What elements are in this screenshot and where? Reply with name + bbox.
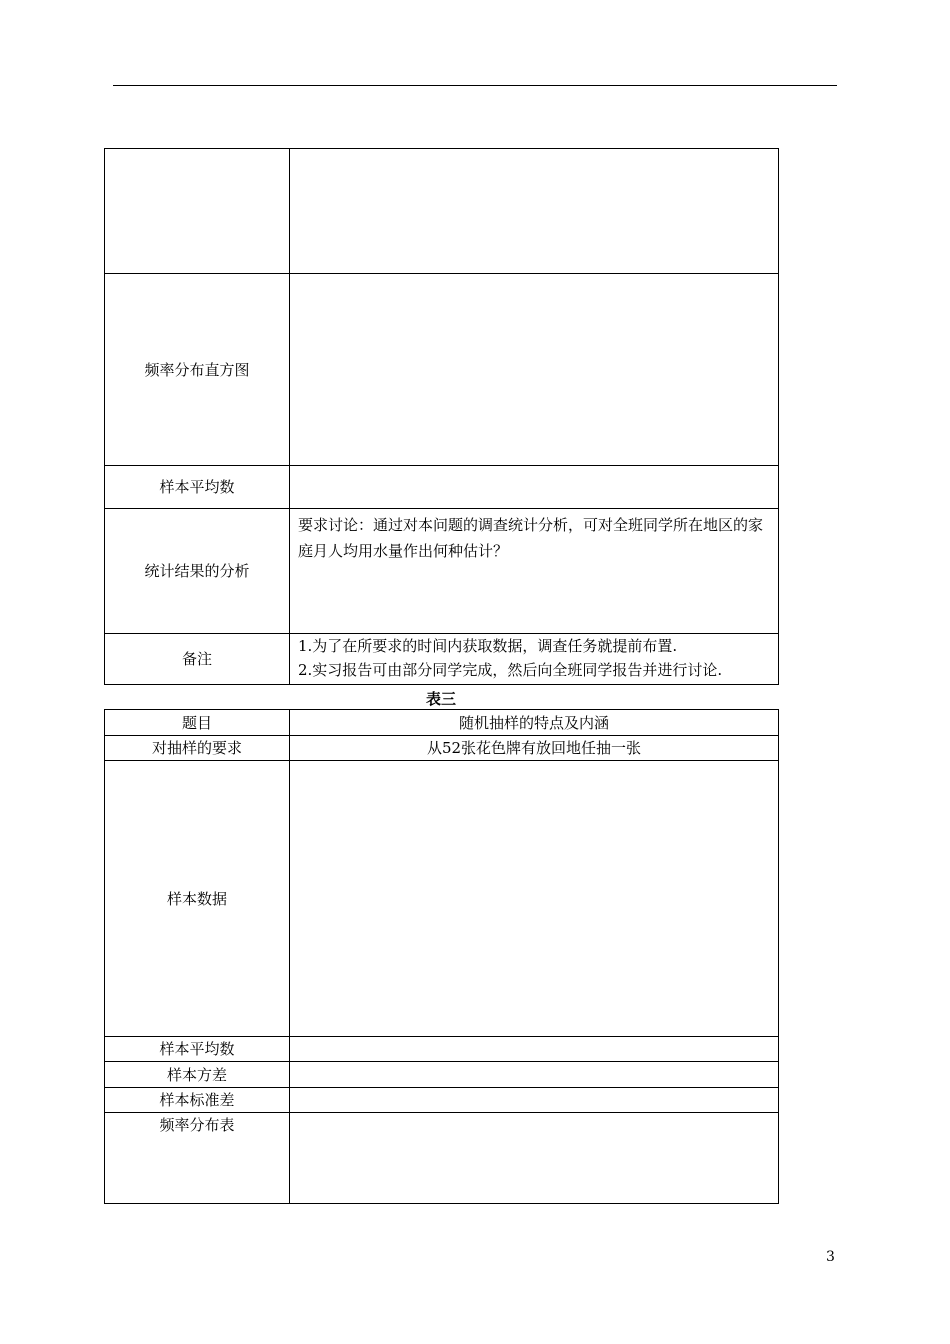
sample-stddev-value bbox=[290, 1088, 779, 1113]
histogram-label: 频率分布直方图 bbox=[105, 274, 290, 466]
remarks-content bbox=[290, 634, 779, 685]
sample-variance-label: 样本方差 bbox=[105, 1062, 290, 1088]
page-number: 3 bbox=[826, 1249, 835, 1265]
sampling-requirement-value: 从52张花色牌有放回地任抽一张 bbox=[290, 736, 779, 761]
analysis-content: 要求讨论：通过对本问题的调查统计分析，可对全班同学所在地区的家庭月人均用水量作出何种估计？ bbox=[290, 509, 779, 634]
sample-mean-label: 样本平均数 bbox=[105, 466, 290, 509]
table-row bbox=[105, 466, 779, 509]
remarks-line-1: 1.为了在所要求的时间内获取数据，调查任务就提前布置. bbox=[298, 637, 678, 655]
remarks-line-2: 2.实习报告可由部分同学完成，然后向全班同学报告并进行讨论. bbox=[298, 661, 723, 679]
topic-value: 随机抽样的特点及内涵 bbox=[290, 710, 779, 736]
table-row bbox=[105, 736, 779, 761]
sample-mean-label: 样本平均数 bbox=[105, 1037, 290, 1062]
upper-table bbox=[104, 148, 779, 685]
sample-variance-value bbox=[290, 1062, 779, 1088]
table-three bbox=[104, 709, 779, 1204]
table-row bbox=[105, 1088, 779, 1113]
sample-mean-content bbox=[290, 466, 779, 509]
row-content bbox=[290, 149, 779, 274]
table-row bbox=[105, 274, 779, 466]
row-label bbox=[105, 149, 290, 274]
table-row bbox=[105, 509, 779, 634]
frequency-table-label: 频率分布表 bbox=[105, 1113, 290, 1204]
table-row bbox=[105, 1037, 779, 1062]
frequency-table-value bbox=[290, 1113, 779, 1204]
remarks-label: 备注 bbox=[105, 634, 290, 685]
table-row bbox=[105, 710, 779, 736]
histogram-content bbox=[290, 274, 779, 466]
table-row bbox=[105, 761, 779, 1037]
topic-label: 题目 bbox=[105, 710, 290, 736]
sample-data-label: 样本数据 bbox=[105, 761, 290, 1037]
sample-mean-value bbox=[290, 1037, 779, 1062]
analysis-label: 统计结果的分析 bbox=[105, 509, 290, 634]
header-rule bbox=[113, 85, 837, 86]
table-row bbox=[105, 1062, 779, 1088]
sample-stddev-label: 样本标准差 bbox=[105, 1088, 290, 1113]
table-row bbox=[105, 149, 779, 274]
table-row bbox=[105, 634, 779, 685]
sample-data-value bbox=[290, 761, 779, 1037]
table-row bbox=[105, 1113, 779, 1204]
table-caption: 表三 bbox=[425, 690, 456, 708]
sampling-requirement-label: 对抽样的要求 bbox=[105, 736, 290, 761]
